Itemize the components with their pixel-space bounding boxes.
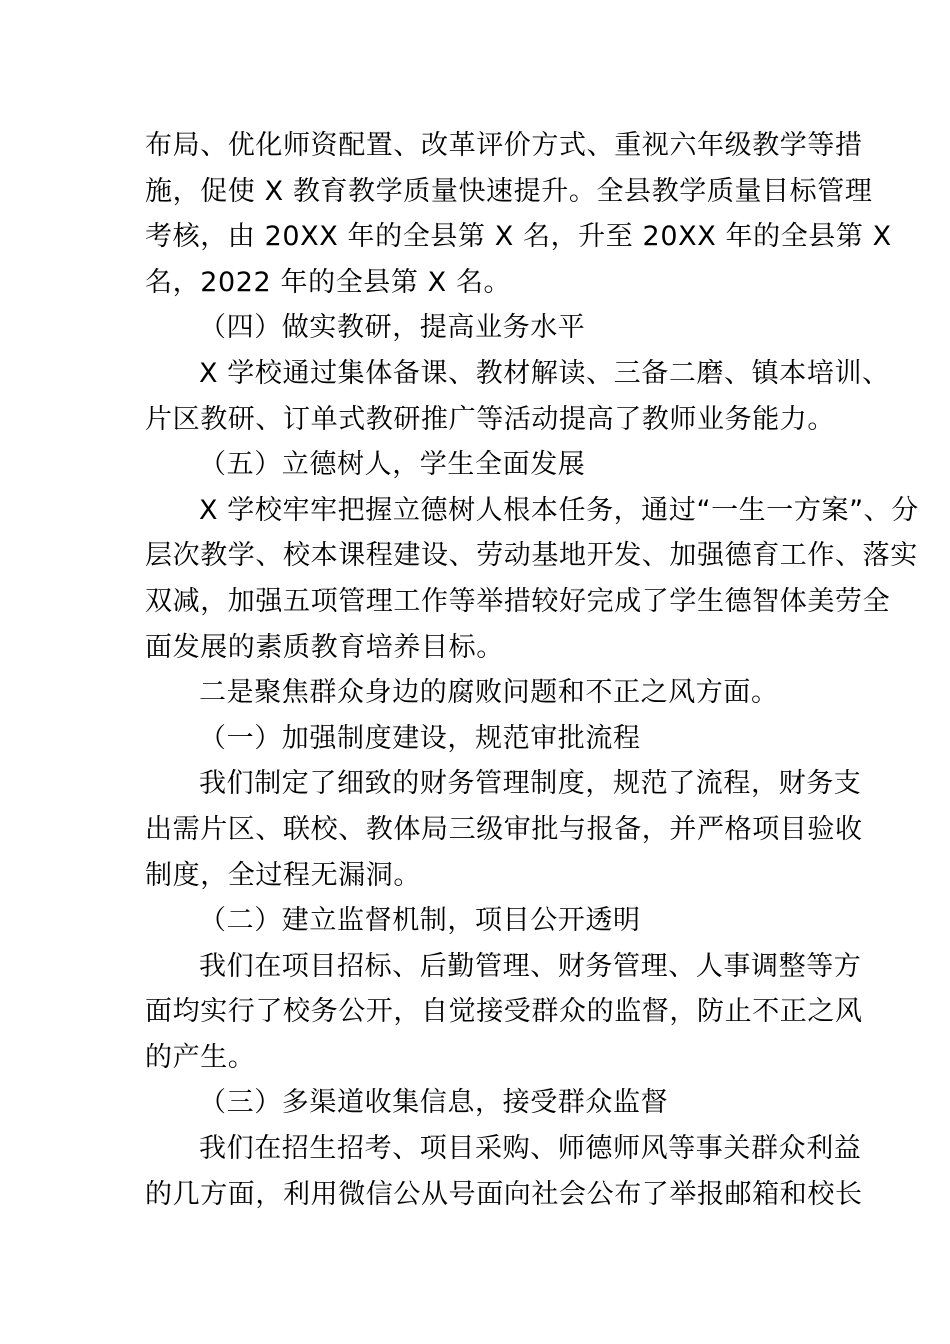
text-line: X 学校牢牢把握立德树人根本任务，通过“一生一方案”、分: [199, 494, 919, 526]
text-line: 二是聚焦群众身边的腐败问题和不正之风方面。: [199, 677, 779, 709]
text-line: 层次教学、校本课程建设、劳动基地开发、加强德育工作、落实: [145, 540, 918, 572]
text-line: 名，2022 年的全县第 X 名。: [145, 266, 512, 298]
text-line: （二）建立监督机制，项目公开透明: [199, 905, 641, 937]
text-line: 我们在项目招标、后勤管理、财务管理、人事调整等方: [199, 950, 862, 982]
text-line: 的几方面，利用微信公从号面向社会公布了举报邮箱和校长: [145, 1178, 863, 1210]
text-line: 我们制定了细致的财务管理制度，规范了流程，财务支: [199, 768, 862, 800]
text-line: （五）立德树人，学生全面发展: [199, 449, 586, 481]
text-line: （三）多渠道收集信息，接受群众监督: [199, 1087, 669, 1119]
text-line: 双减，加强五项管理工作等举措较好完成了学生德智体美劳全: [145, 585, 891, 617]
text-line: 我们在招生招考、项目采购、师德师风等事关群众利益: [199, 1133, 862, 1165]
text-line: 面发展的素质教育培养目标。: [145, 631, 504, 663]
text-line: （四）做实教研，提高业务水平: [199, 312, 586, 344]
text-line: 片区教研、订单式教研推广等活动提高了教师业务能力。: [145, 403, 835, 435]
text-line: 制度，全过程无漏洞。: [145, 859, 421, 891]
text-line: 考核，由 20XX 年的全县第 X 名，升至 20XX 年的全县第 X: [145, 221, 892, 253]
text-line: 出需片区、联校、教体局三级审批与报备，并严格项目验收: [145, 813, 863, 845]
text-line: 的产生。: [145, 1041, 256, 1073]
document-body: [145, 123, 919, 1217]
text-line: X 学校通过集体备课、教材解读、三备二磨、镇本培训、: [199, 357, 890, 389]
text-line: 施，促使 X 教育教学质量快速提升。全县教学质量目标管理: [145, 175, 873, 207]
text-line: （一）加强制度建设，规范审批流程: [199, 722, 641, 754]
text-line: 布局、优化师资配置、改革评价方式、重视六年级教学等措: [145, 130, 863, 161]
text-line: 面均实行了校务公开，自觉接受群众的监督，防止不正之风: [145, 996, 863, 1028]
